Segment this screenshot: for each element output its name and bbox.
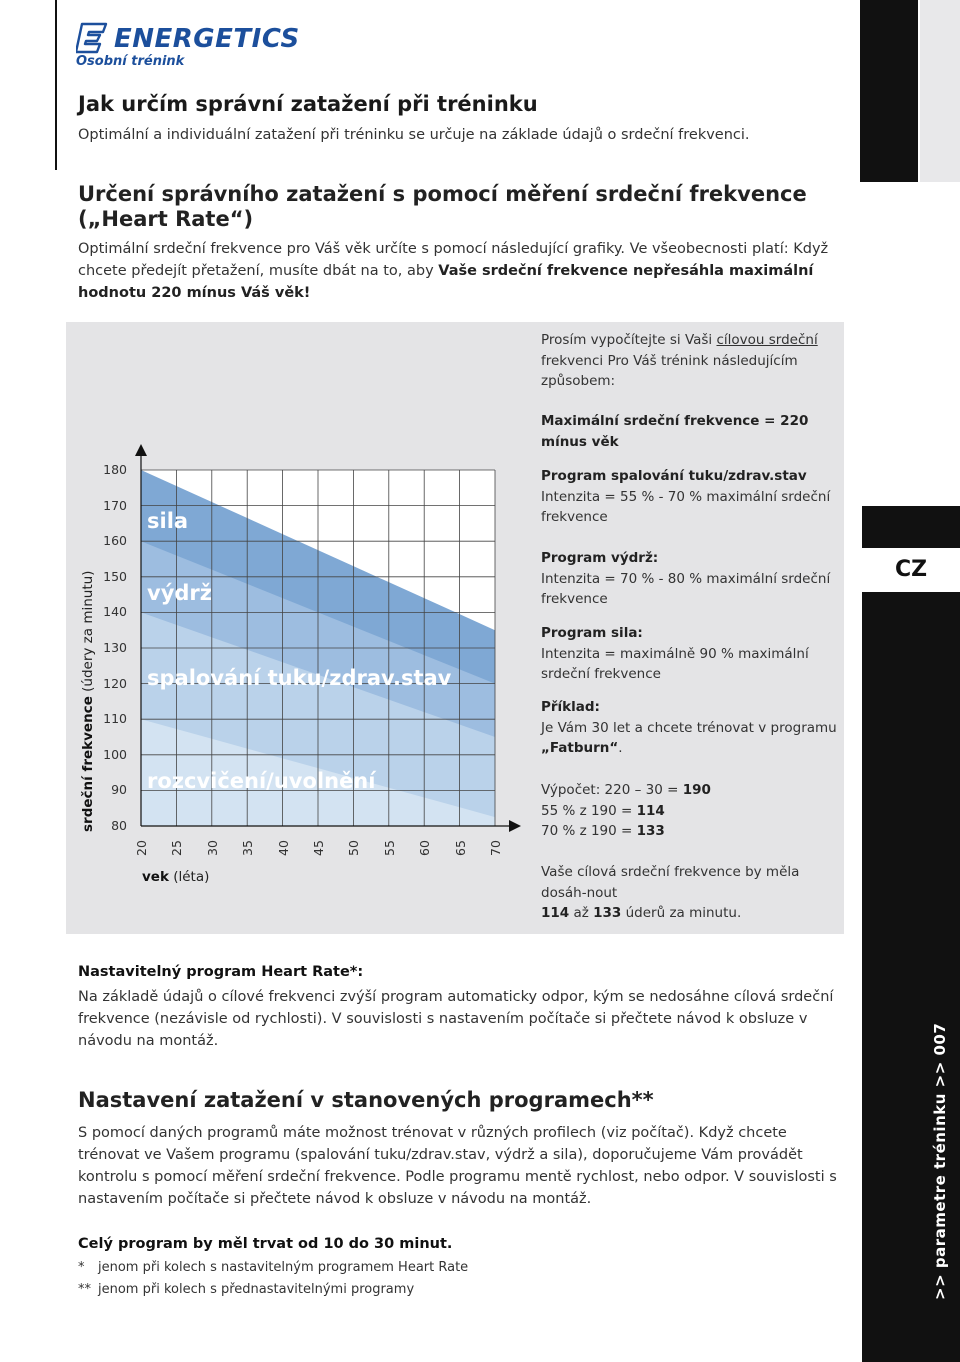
footnote-1-text: jenom při kolech s nastavitelným programem Heart Rate [98, 1260, 469, 1275]
x-tick-label-35: 35 [240, 840, 256, 856]
program-fatburn-text: Intenzita = 55 % - 70 % maximální srdeční frekvence [541, 488, 831, 525]
intro-text: Optimální a individuální zatažení při tréninku se určuje na základe údajů o srdeční frekvenci. [78, 127, 750, 143]
x-tick-label-55: 55 [381, 840, 397, 856]
y-axis-title-rest: (údery za minutu) [80, 570, 96, 697]
calc-line-2: 55 % z 190 = [541, 802, 637, 819]
x-tick-label-30: 30 [204, 840, 220, 856]
example-end: . [618, 740, 623, 756]
calc-line-2-value: 114 [636, 802, 665, 819]
program-endurance-text: Intenzita = 70 % - 80 % maximální srdeční frekvence [541, 570, 831, 607]
footnote-1-mark: * [78, 1260, 85, 1275]
heading-line-1: Určení správního zatažení s pomocí měření srdeční frekvence [78, 182, 807, 206]
preset-programs-title: Nastavení zatažení v stanovených programech** [78, 1088, 654, 1112]
program-strength-title: Program sila: [541, 625, 643, 641]
calc-line-1: Výpočet: 220 – 30 = [541, 782, 683, 798]
x-tick-label-25: 25 [169, 840, 185, 856]
calculation [541, 780, 841, 842]
program-endurance-title: Program výdrž: [541, 550, 659, 566]
footnote-2-text: jenom při kolech s přednastavitelnými programy [98, 1282, 415, 1297]
hr-para-text: Optimální srdeční frekvence pro Váš věk určíte s pomocí následující grafiky. Ve všeobecnosti platí: Když chcete předejít přetažení, musíte dbát na to, aby [78, 241, 829, 279]
x-axis-title [142, 869, 209, 885]
program-fatburn-title: Program spalování tuku/zdrav.stav [541, 468, 807, 484]
calc-intro-post: frekvenci Pro Váš trénink následujícím způsobem: [541, 352, 798, 389]
heading-line-2: („Heart Rate“) [78, 207, 254, 231]
x-axis-arrow [509, 820, 521, 832]
y-tick-label-150: 150 [103, 568, 127, 584]
example-program: „Fatburn“ [541, 740, 619, 756]
calc-intro-pre: Prosím vypočítejte si Vaši [541, 332, 717, 348]
brand-subtitle: Osobní trénink [76, 54, 185, 69]
result-mid: až [569, 905, 594, 921]
calc-line-3: 70 % z 190 = [541, 823, 637, 839]
duration-note: Celý program by měl trvat od 10 do 30 minut. [78, 1236, 453, 1252]
program-strength [541, 623, 841, 685]
result-end: úderů za minutu. [621, 905, 742, 921]
footnote-2 [78, 1282, 414, 1297]
y-axis-title [80, 571, 96, 832]
x-tick-label-40: 40 [275, 840, 291, 856]
result-max: 133 [593, 905, 622, 921]
x-tick-label-60: 60 [417, 840, 433, 856]
zone-label-1: výdrž [147, 580, 212, 605]
y-tick-label-140: 140 [103, 604, 127, 620]
program-strength-text: Intenzita = maximálně 90 % maximální srdeční frekvence [541, 645, 809, 682]
program-endurance [541, 548, 841, 610]
y-tick-label-90: 90 [111, 782, 127, 798]
x-tick-label-50: 50 [346, 840, 362, 856]
footnote-1 [78, 1260, 468, 1275]
calc-intro [541, 330, 841, 392]
y-tick-label-180: 180 [103, 462, 127, 477]
x-tick-label-65: 65 [452, 840, 468, 856]
page-title: Jak určím správní zatažení při tréninku [78, 92, 538, 116]
example [541, 697, 841, 759]
example-title: Příklad: [541, 699, 600, 715]
result-min: 114 [541, 905, 570, 921]
max-formula [541, 411, 841, 452]
y-tick-label-80: 80 [111, 818, 127, 833]
y-axis-arrow [135, 444, 147, 456]
program-fatburn [541, 466, 841, 528]
x-tick-label-70: 70 [488, 840, 503, 856]
calc-line-3-value: 133 [636, 823, 665, 839]
x-tick-label-20: 20 [134, 840, 149, 856]
side-vertical-label: >> parametre tréninku >> 007 [931, 1022, 949, 1300]
target-result [541, 862, 831, 924]
calc-line-1-value: 190 [682, 782, 711, 798]
x-axis-title-rest: (léta) [168, 869, 210, 885]
y-tick-label-120: 120 [103, 675, 127, 691]
footnote-2-mark: ** [78, 1282, 91, 1297]
preset-programs-text: S pomocí daných programů máte možnost trénovat v různých profilech (viz počítač). Když chcete trénovat ve Vašem programu (spalování tuku/zdrav.stav, výdrž a sila), doporučujeme Vám provádět kontrolu s pomocí měření srdeční frekvence. Podle programu mentě rychlost, nebo odpor. V souvislosti s nastavením počítače si přečtete návod k obsluze v návodu na montáž. [78, 1125, 837, 1207]
x-axis-title-bold: vek [142, 869, 169, 885]
adjustable-program-text: Na základě údajů o cílové frekvenci zvýší program automaticky odpor, kým se nedosáhne cílová srdeční frekvence (nezávisle od rychlosti). V souvislosti s nastavením počítače si přečtete návod k obsluze v návodu na montáž. [78, 989, 834, 1049]
y-tick-label-110: 110 [103, 711, 127, 727]
y-axis-title-bold: srdeční frekvence [80, 696, 96, 832]
calc-intro-link: cílovou srdeční [716, 332, 818, 348]
brand-name: ENERGETICS [114, 24, 300, 54]
language-badge: CZ [862, 548, 960, 592]
zone-label-2: spalování tuku/zdrav.stav [147, 666, 452, 691]
y-tick-label-100: 100 [103, 746, 127, 762]
hr-para-bold: Vaše srdeční frekvence nepřesáhla maximální hodnotu 220 mínus Váš věk! [78, 263, 814, 301]
y-tick-label-130: 130 [103, 640, 127, 655]
adjustable-program-title: Nastavitelný program Heart Rate*: [78, 964, 364, 980]
y-tick-label-160: 160 [103, 533, 127, 549]
y-tick-label-170: 170 [103, 497, 127, 513]
x-tick-label-45: 45 [311, 840, 326, 856]
max-formula-text: Maximální srdeční frekvence = 220 mínus věk [541, 413, 809, 450]
example-text: Je Vám 30 let a chcete trénovat v programu [541, 719, 837, 736]
zone-label-0: sila [147, 509, 189, 534]
result-text: Vaše cílová srdeční frekvence by měla dosáh-nout [541, 864, 800, 901]
zone-label-3: rozcvičení/uvolnění [147, 769, 376, 794]
